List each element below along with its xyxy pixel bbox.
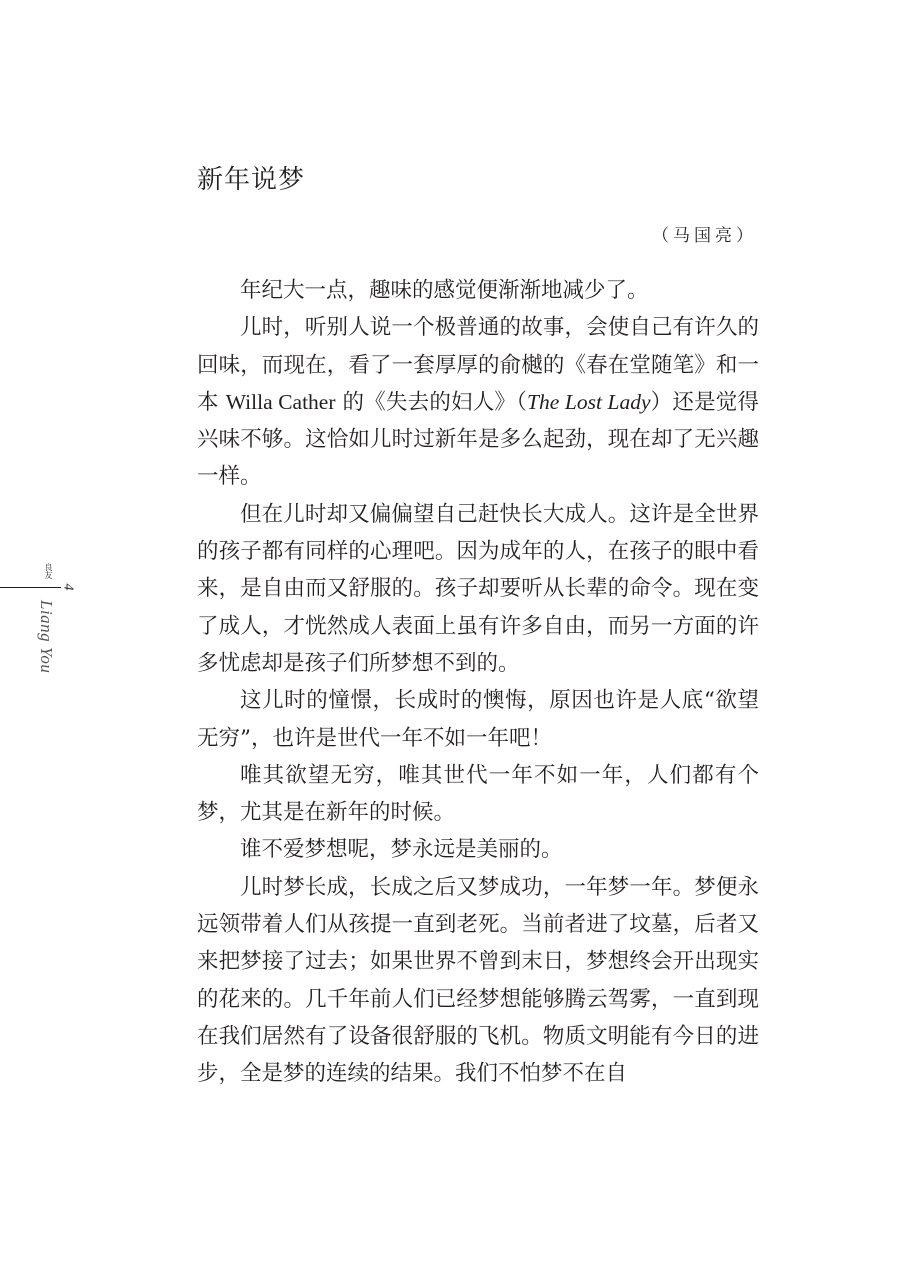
- publication-name: Liang You: [37, 600, 56, 674]
- paragraph-text: 但在儿时却又偏偏望自己赶快长大成人。这许是全世界的孩子都有同样的心理吧。因为成年的人，在孩子的眼中看来，是自由而又舒服的。孩子却要听从长辈的命令。现在变了成人，才恍然成人表面上虽有许多自由，而另一方面的许多忧虑却是孩子们所梦想不到的。: [197, 501, 759, 676]
- paragraph: [197, 757, 759, 832]
- paragraph-text: 儿时梦长成，长成之后又梦成功，一年梦一年。梦便永远领带着人们从孩提一直到老死。当前者进了坟墓，后者又来把梦接了过去；如果世界不曾到末日，梦想终会开出现实的花来的。几千年前人们已经梦想能够腾云驾雾，一直到现在我们居然有了设备很舒服的飞机。物质文明能有今日的进步，全是梦的连续的结果。我们不怕梦不在自: [197, 874, 759, 1087]
- paragraph: [197, 496, 759, 682]
- book-title-italic: The Lost Lady: [527, 389, 651, 414]
- article-title: 新年说梦: [197, 165, 306, 195]
- paragraph-text: 的《失去的妇人》（: [335, 389, 528, 415]
- article-author: （马国亮）: [652, 226, 757, 246]
- paragraph-text: ）还是觉得兴味不够。这恰如儿时过新年是多么起劲，现在却了无兴趣一样。: [197, 389, 759, 490]
- paragraph-text: 唯其欲望无穷，唯其世代一年不如一年，人们都有个梦，尤其是在新年的时候。: [197, 762, 759, 826]
- paragraph: [197, 831, 759, 868]
- paragraph-text: 这儿时的憧憬，长成时的懊悔，原因也许是人底“欲望无穷”，也许是世代一年不如一年吧！: [197, 688, 759, 751]
- paragraph-text: 年纪大一点，趣味的感觉便渐渐地减少了。: [240, 278, 649, 303]
- article-body: [197, 272, 759, 1093]
- margin-brand: 良友: [44, 563, 53, 579]
- author-name-latin: Willa Cather: [225, 389, 336, 414]
- paragraph-text: 儿时，听别人说一个极普通的故事，会使自己有许久的回味，而现在，看了一套厚厚的俞樾的《春在堂随笔》和一本: [197, 315, 759, 415]
- page-number: 4: [60, 583, 76, 591]
- paragraph-text: 谁不爱梦想呢，梦永远是美丽的。: [240, 837, 563, 863]
- paragraph: [197, 309, 759, 495]
- paragraph: [197, 272, 759, 309]
- margin-rule: [0, 587, 61, 588]
- paragraph: [197, 682, 759, 757]
- paragraph: [197, 869, 759, 1093]
